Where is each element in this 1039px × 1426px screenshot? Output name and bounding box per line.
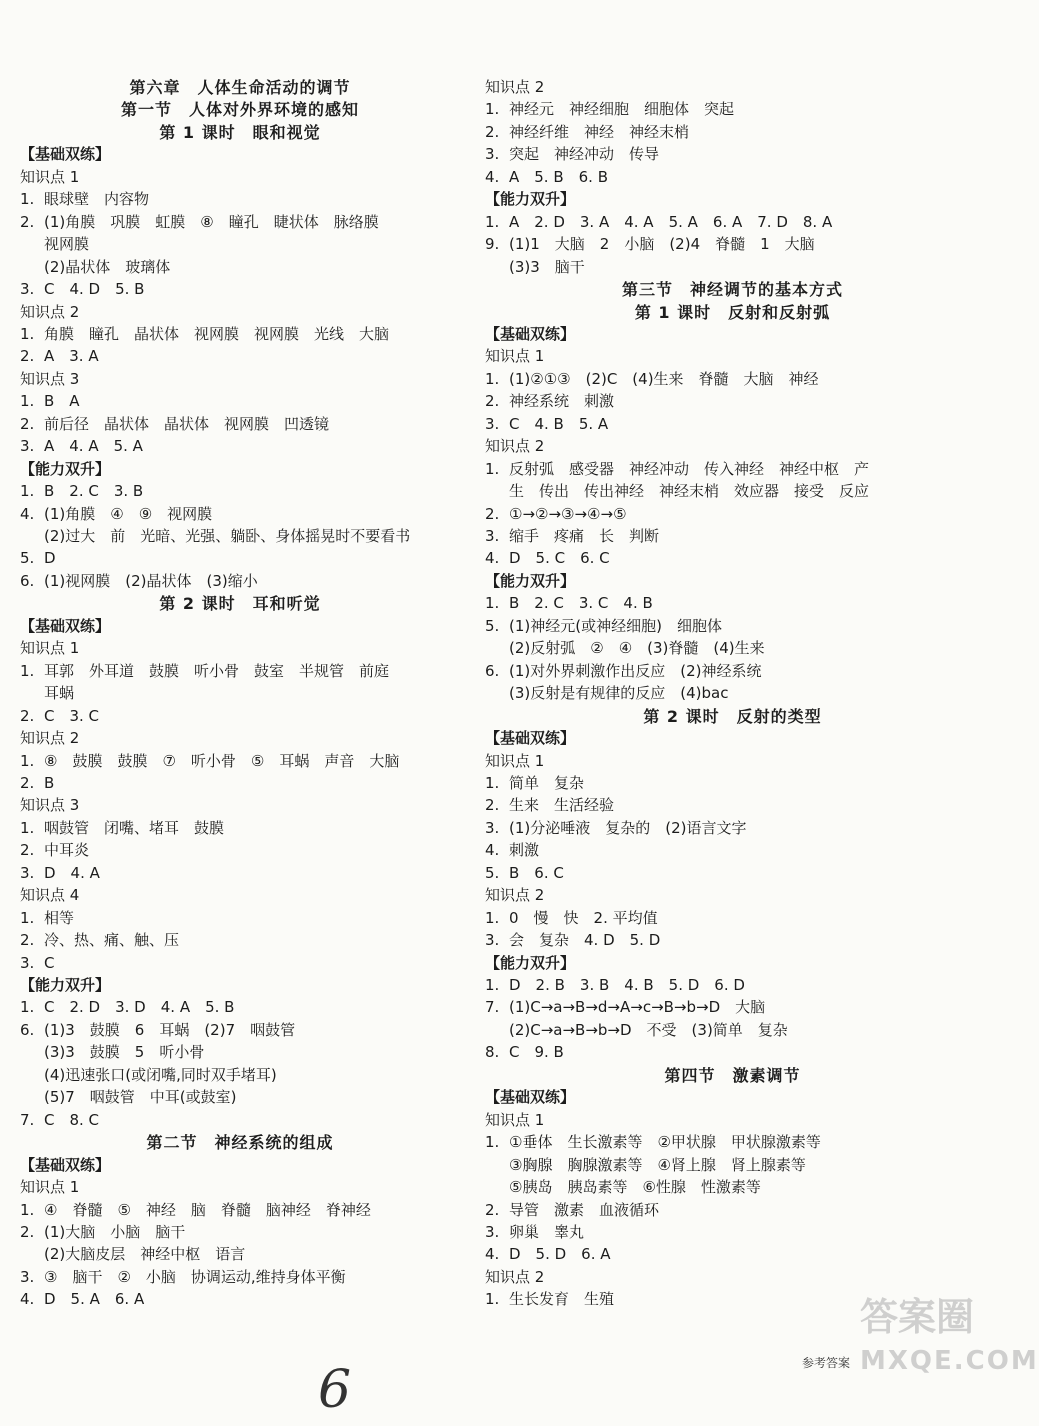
- item-number: 7.: [20, 1110, 35, 1129]
- item-number: 1.: [485, 976, 500, 994]
- answer-continuation: (2)反射弧 ② ④ (3)脊髓 (4)生来: [509, 639, 765, 658]
- exercise-group-title: 【基础双练】: [20, 1155, 111, 1174]
- answer-item: [20, 413, 460, 436]
- item-answer: (1)3 鼓膜 6 耳蜗 (2)7 咽鼓管: [44, 1020, 296, 1039]
- answer-item: [485, 525, 980, 548]
- answer-item: [485, 143, 980, 166]
- knowledge-point-label: 知识点 2: [485, 437, 545, 456]
- answer-item: [20, 503, 460, 526]
- item-number: 2.: [485, 796, 500, 815]
- item-number: 5.: [485, 863, 500, 882]
- item-number: 2.: [20, 1222, 35, 1241]
- item-answer: 简单 复杂: [509, 773, 585, 792]
- item-number: 2.: [20, 414, 35, 433]
- item-number: 3.: [485, 414, 500, 433]
- answer-item: [20, 547, 460, 570]
- item-answer: (1)神经元(或神经细胞) 细胞体: [509, 616, 722, 635]
- exercise-group-title: 【基础双练】: [485, 1088, 576, 1107]
- item-answer: 相等: [44, 908, 75, 927]
- item-number: 3.: [485, 527, 500, 545]
- answer-item: [20, 952, 460, 975]
- knowledge-point-label: 知识点 4: [20, 886, 80, 905]
- item-number: 1.: [485, 594, 500, 613]
- item-answer: A 5. B 6. B: [509, 167, 609, 186]
- answer-continuation: 生 传出 传出神经 神经末梢 效应器 接受 反应: [509, 482, 870, 501]
- knowledge-point-label: 知识点 2: [485, 78, 545, 96]
- answer-item: [20, 862, 460, 885]
- item-answer: (1)角膜 巩膜 虹膜 ⑧ 瞳孔 睫状体 脉络膜: [44, 212, 379, 231]
- answer-item: [485, 862, 980, 885]
- section-heading: 第 1 课时 反射和反射弧: [634, 302, 831, 322]
- answer-continuation: (2)晶状体 玻璃体: [44, 257, 171, 276]
- item-number: 1.: [485, 369, 500, 388]
- item-answer: (1)②①③ (2)C (4)生来 脊髓 大脑 神经: [509, 369, 819, 388]
- item-number: 1.: [20, 392, 35, 411]
- item-answer: 眼球壁 内容物: [44, 190, 150, 209]
- item-answer: (1)分泌唾液 复杂的 (2)语言文字: [509, 818, 747, 837]
- knowledge-point-label: 知识点 2: [20, 729, 80, 748]
- answer-item: [485, 996, 980, 1019]
- item-answer: ⑧ 鼓膜 鼓膜 ⑦ 听小骨 ⑤ 耳蜗 声音 大脑: [44, 751, 400, 770]
- item-number: 1.: [485, 773, 500, 792]
- answer-item: [485, 794, 980, 817]
- item-answer: B A: [44, 392, 80, 411]
- answer-item: [20, 996, 460, 1019]
- answer-item: [485, 1243, 980, 1266]
- section-heading: 第六章 人体生命活动的调节: [129, 78, 351, 97]
- answer-item: [20, 907, 460, 930]
- knowledge-point-label: 知识点 2: [20, 302, 80, 321]
- item-answer: (1)对外界刺激作出反应 (2)神经系统: [509, 661, 762, 680]
- item-answer: 咽鼓管 闭嘴、堵耳 鼓膜: [44, 818, 225, 837]
- answer-continuation: 视网膜: [44, 235, 90, 254]
- answer-item: [485, 211, 980, 234]
- item-number: 2.: [20, 931, 35, 950]
- answer-item: [20, 278, 460, 301]
- answer-item: [20, 188, 460, 211]
- item-answer: (1)1 大脑 2 小脑 (2)4 脊髓 1 大脑: [509, 235, 815, 254]
- section-heading: 第四节 激素调节: [664, 1065, 801, 1085]
- answer-continuation: ⑤胰岛 胰岛素等 ⑥性腺 性激素等: [509, 1178, 761, 1197]
- item-number: 3.: [20, 1267, 35, 1286]
- item-answer: B 2. C 3. C 4. B: [509, 594, 653, 613]
- item-answer: 导管 激素 血液循环: [509, 1200, 660, 1219]
- item-answer: 缩手 疼痛 长 判断: [509, 527, 660, 545]
- item-answer: 耳郭 外耳道 鼓膜 听小骨 鼓室 半规管 前庭: [44, 661, 390, 680]
- item-answer: (1)C→a→B→d→A→c→B→b→D 大脑: [509, 998, 766, 1017]
- answer-item: [20, 323, 460, 346]
- item-number: 4.: [20, 504, 35, 523]
- answer-item: [20, 1199, 460, 1222]
- item-answer: 神经元 神经细胞 细胞体 突起: [509, 100, 735, 119]
- item-answer: ①→②→③→④→⑤: [509, 504, 627, 523]
- watermark-logo: [860, 1294, 1039, 1415]
- answer-item: [20, 817, 460, 840]
- item-answer: C 9. B: [509, 1043, 564, 1062]
- answer-item: [20, 750, 460, 773]
- item-answer: D 5. C 6. C: [509, 549, 610, 568]
- item-number: 7.: [485, 998, 500, 1017]
- exercise-group-title: 【基础双练】: [485, 324, 576, 343]
- item-number: 1.: [485, 1290, 500, 1309]
- answer-item: [485, 817, 980, 840]
- knowledge-point-label: 知识点 3: [20, 796, 80, 815]
- answer-item: [485, 503, 980, 526]
- item-answer: 神经系统 刺激: [509, 392, 615, 411]
- answer-item: [485, 233, 980, 256]
- item-answer: 突起 神经冲动 传导: [509, 145, 660, 164]
- item-number: 4.: [20, 1290, 35, 1309]
- item-number: 3.: [485, 931, 500, 950]
- answer-item: [20, 211, 460, 234]
- item-number: 2.: [485, 504, 500, 523]
- answer-item: [485, 615, 980, 638]
- item-answer: 中耳炎: [44, 841, 90, 860]
- answer-item: [20, 1019, 460, 1042]
- answer-item: [485, 458, 980, 481]
- item-number: 1.: [485, 212, 500, 231]
- item-answer: C 4. D 5. B: [44, 280, 145, 299]
- answer-item: [485, 1221, 980, 1244]
- item-number: 1.: [20, 1200, 35, 1219]
- item-number: 1.: [20, 190, 35, 209]
- answer-item: [485, 547, 980, 570]
- answer-item: [20, 1109, 460, 1132]
- item-number: 6.: [20, 571, 35, 590]
- answer-item: [485, 839, 980, 862]
- section-heading: 第 2 课时 反射的类型: [643, 706, 822, 726]
- item-answer: 角膜 瞳孔 晶状体 视网膜 视网膜 光线 大脑: [44, 324, 390, 343]
- item-number: 2.: [20, 841, 35, 860]
- exercise-group-title: 【能力双升】: [485, 571, 576, 590]
- footer-label: 参考答案: [802, 1356, 851, 1370]
- answer-item: [20, 705, 460, 728]
- item-answer: B 6. C: [509, 863, 564, 882]
- item-number: 1.: [20, 324, 35, 343]
- section-heading: 第三节 神经调节的基本方式: [621, 280, 843, 300]
- answer-item: [485, 98, 980, 121]
- item-answer: ③ 脑干 ② 小脑 协调运动,维持身体平衡: [44, 1267, 346, 1286]
- item-number: 3.: [20, 863, 35, 882]
- item-answer: 反射弧 感受器 神经冲动 传入神经 神经中枢 产: [509, 459, 870, 478]
- item-number: 2.: [20, 773, 35, 792]
- answer-item: [485, 121, 980, 144]
- answer-item: [485, 413, 980, 436]
- watermark-text: 答案圈: [860, 1294, 975, 1339]
- item-number: 1.: [20, 998, 35, 1017]
- item-number: 2.: [485, 392, 500, 411]
- answer-item: [20, 570, 460, 593]
- answer-item: [485, 974, 980, 997]
- handwritten-page-number: 6: [318, 1360, 352, 1420]
- item-answer: C: [44, 953, 55, 972]
- item-number: 2.: [485, 1200, 500, 1219]
- item-number: 4.: [485, 167, 500, 186]
- exercise-group-title: 【基础双练】: [20, 616, 111, 635]
- answer-item: [485, 166, 980, 189]
- item-answer: B: [44, 773, 55, 792]
- item-answer: A 3. A: [44, 347, 99, 366]
- answer-continuation: (2)过大 前 光暗、光强、躺卧、身体摇晃时不要看书: [44, 527, 411, 545]
- answer-item: [485, 368, 980, 391]
- item-answer: (1)角膜 ④ ⑨ 视网膜: [44, 504, 213, 523]
- item-answer: 刺激: [509, 841, 540, 860]
- answer-continuation: (3)3 鼓膜 5 听小骨: [44, 1043, 205, 1062]
- section-heading: 第二节 神经系统的组成: [146, 1133, 334, 1153]
- item-number: 6.: [485, 661, 500, 680]
- item-number: 2.: [485, 122, 500, 141]
- item-number: 1.: [485, 100, 500, 119]
- item-answer: A 2. D 3. A 4. A 5. A 6. A 7. D 8. A: [509, 212, 833, 231]
- answer-continuation: (3)反射是有规律的反应 (4)bac: [509, 684, 729, 703]
- watermark-url: MXQE.COM: [860, 1346, 1039, 1376]
- item-answer: D 5. D 6. A: [509, 1245, 611, 1264]
- item-answer: C 8. C: [44, 1110, 100, 1129]
- answer-continuation: (2)C→a→B→b→D 不受 (3)简单 复杂: [509, 1020, 788, 1039]
- answer-item: [485, 1041, 980, 1064]
- answer-item: [485, 660, 980, 683]
- item-answer: C 2. D 3. D 4. A 5. B: [44, 998, 235, 1017]
- item-answer: D: [44, 549, 56, 568]
- section-heading: 第一节 人体对外界环境的感知: [120, 100, 359, 120]
- item-answer: 会 复杂 4. D 5. D: [509, 931, 661, 950]
- item-number: 3.: [20, 953, 35, 972]
- item-number: 6.: [20, 1020, 35, 1039]
- item-answer: 生来 生活经验: [509, 796, 615, 815]
- item-number: 1.: [485, 908, 500, 927]
- item-number: 2.: [20, 347, 35, 366]
- item-number: 2.: [20, 706, 35, 725]
- item-number: 3.: [485, 145, 500, 164]
- item-answer: D 4. A: [44, 863, 100, 882]
- answer-item: [20, 772, 460, 795]
- knowledge-point-label: 知识点 2: [485, 1267, 545, 1286]
- knowledge-point-label: 知识点 1: [20, 639, 80, 658]
- answer-item: [485, 1199, 980, 1222]
- item-answer: (1)大脑 小脑 脑干: [44, 1222, 186, 1241]
- knowledge-point-label: 知识点 1: [485, 1110, 545, 1129]
- knowledge-point-label: 知识点 3: [20, 369, 80, 388]
- exercise-group-title: 【能力双升】: [20, 976, 111, 994]
- item-number: 1.: [485, 459, 500, 478]
- answer-item: [485, 1131, 980, 1154]
- item-number: 2.: [20, 212, 35, 231]
- answer-continuation: ③胸腺 胸腺激素等 ④肾上腺 肾上腺素等: [509, 1155, 806, 1174]
- answer-item: [20, 345, 460, 368]
- item-number: 3.: [20, 437, 35, 456]
- item-number: 4.: [485, 1245, 500, 1264]
- answer-item: [20, 480, 460, 503]
- exercise-group-title: 【能力双升】: [485, 190, 576, 209]
- knowledge-point-label: 知识点 2: [485, 886, 545, 905]
- answer-item: [20, 1221, 460, 1244]
- item-number: 9.: [485, 235, 500, 254]
- item-number: 1.: [20, 818, 35, 837]
- answer-continuation: (5)7 咽鼓管 中耳(或鼓室): [44, 1088, 237, 1107]
- item-answer: 生长发育 生殖: [509, 1290, 615, 1309]
- item-number: 5.: [485, 616, 500, 635]
- answer-item: [20, 929, 460, 952]
- answer-continuation: (3)3 脑干: [509, 257, 585, 276]
- answer-item: [20, 390, 460, 413]
- item-answer: B 2. C 3. B: [44, 482, 144, 501]
- answer-item: [20, 660, 460, 683]
- exercise-group-title: 【能力双升】: [485, 953, 576, 972]
- item-number: 5.: [20, 549, 35, 568]
- item-number: 1.: [20, 661, 35, 680]
- item-number: 4.: [485, 841, 500, 860]
- item-answer: (1)视网膜 (2)晶状体 (3)缩小: [44, 571, 258, 590]
- item-answer: D 2. B 3. B 4. B 5. D 6. D: [509, 976, 745, 994]
- answer-item: [20, 1288, 460, 1311]
- answer-item: [20, 1266, 460, 1289]
- item-answer: 神经纤维 神经 神经末梢: [509, 122, 690, 141]
- section-heading: 第 1 课时 眼和视觉: [159, 122, 321, 142]
- item-number: 8.: [485, 1043, 500, 1062]
- item-number: 4.: [485, 549, 500, 568]
- item-answer: 前后径 晶状体 晶状体 视网膜 凹透镜: [44, 414, 330, 433]
- knowledge-point-label: 知识点 1: [20, 167, 80, 186]
- item-answer: C 3. C: [44, 706, 100, 725]
- section-heading: 第 2 课时 耳和听觉: [159, 594, 321, 614]
- item-answer: ④ 脊髓 ⑤ 神经 脑 脊髓 脑神经 脊神经: [44, 1200, 371, 1219]
- item-answer: ①垂体 生长激素等 ②甲状腺 甲状腺激素等: [509, 1133, 821, 1152]
- answer-item: [485, 929, 980, 952]
- answer-item: [20, 839, 460, 862]
- item-answer: D 5. A 6. A: [44, 1290, 145, 1309]
- knowledge-point-label: 知识点 1: [485, 347, 545, 366]
- item-answer: A 4. A 5. A: [44, 437, 143, 456]
- answer-item: [485, 390, 980, 413]
- item-number: 3.: [485, 1222, 500, 1241]
- knowledge-point-label: 知识点 1: [20, 1178, 80, 1197]
- answer-continuation: (4)迅速张口(或闭嘴,同时双手堵耳): [44, 1065, 277, 1084]
- answer-continuation: 耳蜗: [44, 684, 75, 703]
- exercise-group-title: 【基础双练】: [485, 729, 576, 748]
- answer-item: [485, 592, 980, 615]
- item-answer: C 4. B 5. A: [509, 414, 609, 433]
- item-number: 3.: [20, 280, 35, 299]
- knowledge-point-label: 知识点 1: [485, 751, 545, 770]
- answer-item: [20, 435, 460, 458]
- item-answer: 0 慢 快 2. 平均值: [509, 908, 658, 927]
- exercise-group-title: 【能力双升】: [20, 459, 111, 478]
- item-answer: 冷、热、痛、触、压: [44, 931, 180, 950]
- answer-continuation: (2)大脑皮层 神经中枢 语言: [44, 1245, 246, 1264]
- exercise-group-title: 【基础双练】: [20, 145, 111, 164]
- answer-item: [485, 907, 980, 930]
- item-number: 1.: [485, 1133, 500, 1152]
- item-number: 1.: [20, 751, 35, 770]
- item-number: 1.: [20, 908, 35, 927]
- item-number: 3.: [485, 818, 500, 837]
- item-answer: 卵巢 睾丸: [509, 1222, 585, 1241]
- item-number: 1.: [20, 482, 35, 501]
- answer-item: [485, 772, 980, 795]
